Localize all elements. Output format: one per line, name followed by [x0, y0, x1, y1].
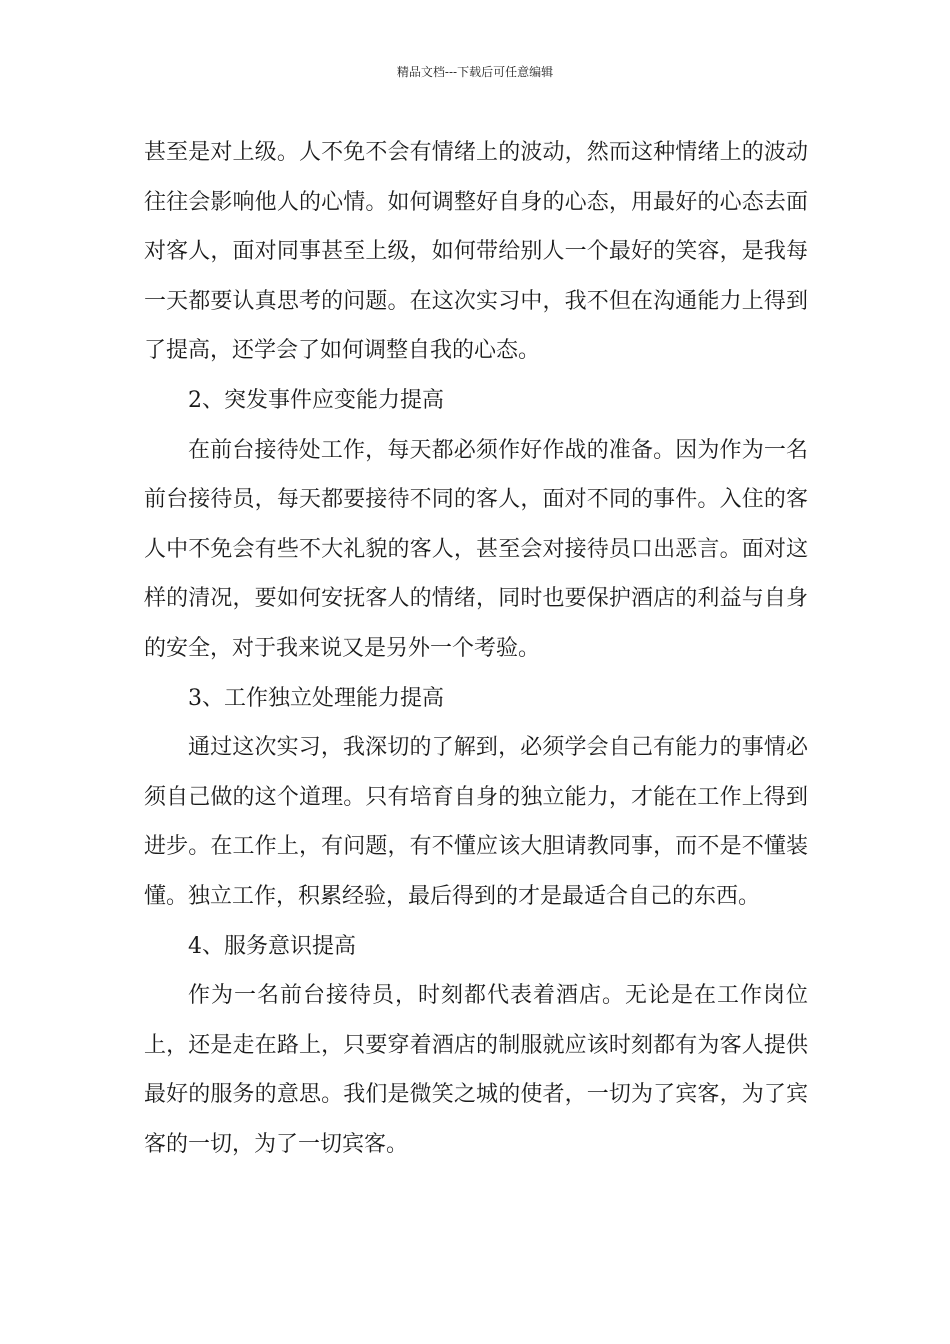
- paragraph: 通过这次实习，我深切的了解到，必须学会自己有能力的事情必须自己做的这个道理。只有培育自身的独立能力，才能在工作上得到进步。在工作上，有问题，有不懂应该大胆请教同事，而不是不懂装懂。独立工作，积累经验，最后得到的才是最适合自己的东西。: [144, 735, 808, 909]
- paragraph: 在前台接待处工作，每天都必须作好作战的准备。因为作为一名前台接待员，每天都要接待不同的客人，面对不同的事件。入住的客人中不免会有些不大礼貌的客人，甚至会对接待员口出恶言。面对这样的清况，要如何安抚客人的情绪，同时也要保护酒店的利益与自身的安全，对于我来说又是另外一个考验。: [144, 437, 808, 661]
- paragraph: 作为一名前台接待员，时刻都代表着酒店。无论是在工作岗位上，还是走在路上，只要穿着酒店的制服就应该时刻都有为客人提供最好的服务的意思。我们是微笑之城的使者，一切为了宾客，为了宾客的一切，为了一切宾客。: [144, 983, 808, 1157]
- section-heading-3: 3、工作独立处理能力提高: [188, 685, 444, 711]
- page-header: 精品文档---下载后可任意编辑: [396, 65, 554, 79]
- section-heading-4: 4、服务意识提高: [188, 933, 356, 959]
- section-heading-2: 2、突发事件应变能力提高: [188, 387, 444, 413]
- document-body: [144, 128, 808, 1169]
- paragraph-continued: 甚至是对上级。人不免不会有情绪上的波动，然而这种情绪上的波动往往会影响他人的心情。如何调整好自身的心态，用最好的心态去面对客人，面对同事甚至上级，如何带给别人一个最好的笑容，是我每一天都要认真思考的问题。在这次实习中，我不但在沟通能力上得到了提高，还学会了如何调整自我的心态。: [144, 140, 808, 364]
